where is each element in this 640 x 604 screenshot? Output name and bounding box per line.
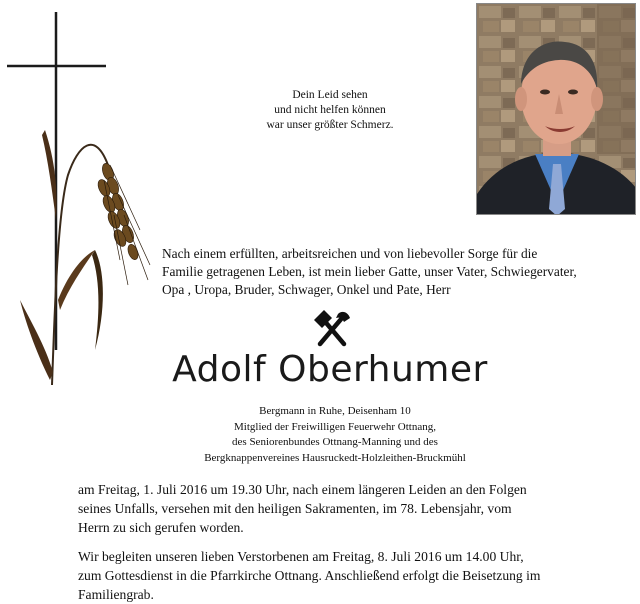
funeral-line: Familiengrab.: [78, 587, 154, 602]
quote-line: Dein Leid sehen: [292, 89, 368, 101]
cross-with-wheat-icon: [0, 0, 160, 400]
funeral-line: zum Gottesdienst in die Pfarrkirche Ottnang. Anschließend erfolgt die Beisetzung im: [78, 568, 541, 583]
quote-line: war unser größter Schmerz.: [266, 119, 394, 131]
hammer-and-pick-icon: [312, 310, 352, 348]
passing-line: am Freitag, 1. Juli 2016 um 19.30 Uhr, nach einem längeren Leiden an den Folgen: [78, 482, 527, 497]
intro-paragraph: [162, 245, 582, 299]
intro-line: Nach einem erfüllten, arbeitsreichen und von liebevoller Sorge für die: [162, 246, 538, 261]
info-line: Mitglied der Freiwilligen Feuerwehr Ottnang,: [234, 420, 436, 433]
quote-line: und nicht helfen können: [274, 104, 386, 116]
info-line: des Seniorenbundes Ottnang-Manning und des: [232, 436, 438, 448]
passing-line: seines Unfalls, versehen mit den heiligen Sakramenten, im 78. Lebensjahr, vom: [78, 501, 512, 516]
intro-line: Familie getragenen Leben, ist mein lieber Gatte, unser Vater, Schwiegervater,: [162, 264, 577, 279]
info-line: Bergknappenvereines Hausruckedt-Holzleithen-Bruckmühl: [204, 451, 466, 464]
quote-block: [220, 88, 440, 133]
info-block: [180, 404, 490, 466]
passing-paragraph: [78, 480, 586, 537]
portrait-photo: [476, 3, 636, 215]
info-line: Bergmann in Ruhe, Deisenham 10: [259, 405, 411, 417]
funeral-paragraph: [78, 547, 586, 604]
funeral-line: Wir begleiten unseren lieben Verstorbenen am Freitag, 8. Juli 2016 um 14.00 Uhr,: [78, 549, 524, 564]
passing-line: Herrn zu sich gerufen worden.: [78, 520, 244, 535]
deceased-name: Adolf Oberhumer: [172, 349, 488, 390]
intro-line: Opa , Uropa, Bruder, Schwager, Onkel und Pate, Herr: [162, 282, 451, 297]
